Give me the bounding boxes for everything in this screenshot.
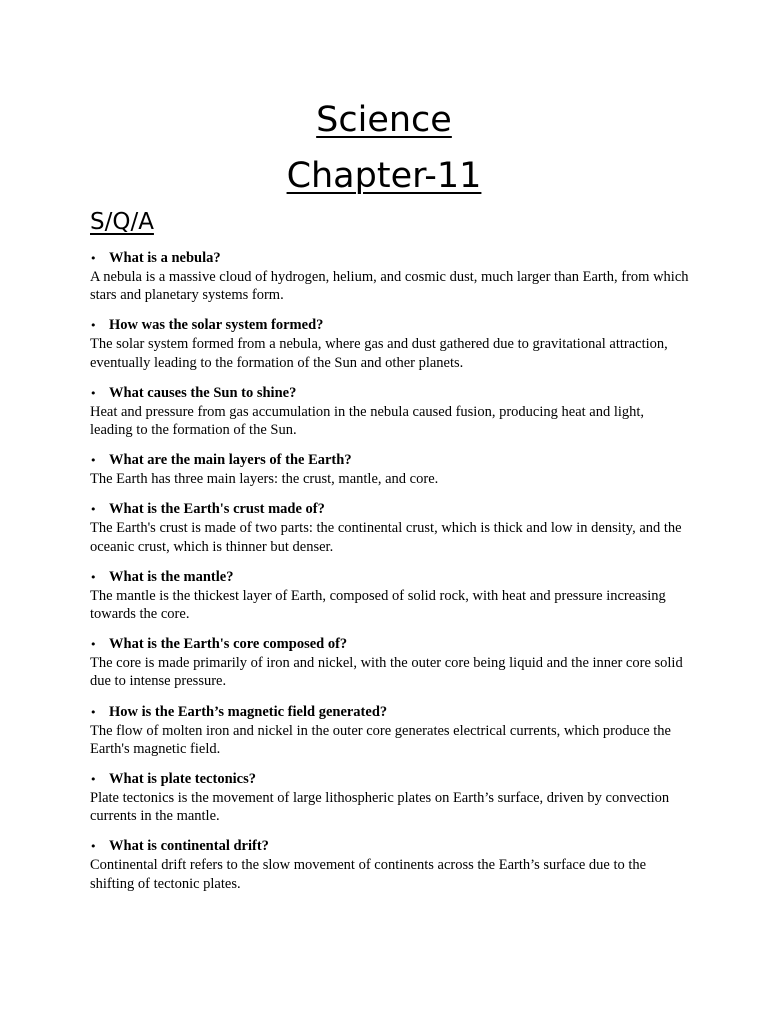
- bullet-icon: •: [90, 503, 97, 517]
- answer-text: The solar system formed from a nebula, where gas and dust gathered due to gravitational attraction, eventually leading to the formation of the Sun and other planets.: [90, 336, 668, 371]
- question-text: How is the Earth’s magnetic field generated?: [109, 703, 388, 720]
- question-text: What is the mantle?: [109, 568, 234, 585]
- bullet-icon: •: [90, 705, 97, 719]
- qa-item: [90, 384, 690, 439]
- answer-text: The Earth's crust is made of two parts: the continental crust, which is thick and low in density, and the oceanic crust, which is thinner but denser.: [90, 520, 682, 555]
- question: [90, 384, 690, 403]
- qa-item: [90, 703, 690, 758]
- question: [90, 451, 690, 470]
- bullet-icon: •: [90, 454, 97, 468]
- chapter-title: Chapter-11: [286, 156, 482, 196]
- answer-text: Continental drift refers to the slow movement of continents across the Earth’s surface due to the shifting of tectonic plates.: [90, 857, 647, 892]
- question-text: How was the solar system formed?: [109, 317, 324, 334]
- question-text: What is the Earth's crust made of?: [109, 501, 325, 518]
- qa-item: [90, 451, 690, 488]
- question: [90, 249, 690, 268]
- question: [90, 770, 690, 789]
- qa-item: [90, 568, 690, 623]
- answer-text: The flow of molten iron and nickel in the outer core generates electrical currents, which produce the Earth's magnetic field.: [90, 722, 671, 757]
- bullet-icon: •: [90, 252, 97, 265]
- question-text: What is the Earth's core composed of?: [109, 636, 348, 653]
- qa-item: [90, 500, 690, 555]
- bullet-icon: •: [90, 638, 97, 652]
- qa-item: [90, 635, 690, 690]
- bullet-icon: •: [90, 319, 97, 333]
- answer-text: Plate tectonics is the movement of large lithospheric plates on Earth’s surface, driven by convection currents in the mantle.: [90, 790, 670, 825]
- qa-item: [90, 316, 690, 371]
- bullet-icon: •: [90, 386, 97, 400]
- bullet-icon: •: [90, 773, 97, 787]
- question-text: What is plate tectonics?: [109, 771, 256, 788]
- qa-item: [90, 837, 690, 892]
- question-text: What is continental drift?: [109, 838, 269, 855]
- answer-text: The Earth has three main layers: the crust, mantle, and core.: [90, 471, 439, 488]
- answer-text: A nebula is a massive cloud of hydrogen, helium, and cosmic dust, much larger than Earth, from which stars and planetary systems form.: [90, 269, 689, 304]
- qa-list: [90, 249, 690, 905]
- question-text: What is a nebula?: [109, 250, 221, 266]
- question: [90, 635, 690, 654]
- qa-item: [90, 770, 690, 825]
- document-title: Science: [316, 100, 452, 140]
- bullet-icon: •: [90, 840, 97, 854]
- question: [90, 837, 690, 856]
- answer-text: Heat and pressure from gas accumulation in the nebula caused fusion, producing heat and light, leading to the formation of the Sun.: [90, 403, 645, 439]
- bullet-icon: •: [90, 570, 97, 584]
- question: [90, 316, 690, 335]
- question: [90, 568, 690, 587]
- question: [90, 500, 690, 519]
- question-text: What causes the Sun to shine?: [109, 384, 297, 401]
- answer-text: The mantle is the thickest layer of Earth, composed of solid rock, with heat and pressure increasing towards the core.: [90, 587, 666, 623]
- question: [90, 703, 690, 722]
- qa-item: [90, 249, 690, 304]
- question-text: What are the main layers of the Earth?: [109, 452, 352, 469]
- answer-text: The core is made primarily of iron and nickel, with the outer core being liquid and the inner core solid due to intense pressure.: [90, 655, 683, 690]
- section-heading: S/Q/A: [90, 209, 154, 235]
